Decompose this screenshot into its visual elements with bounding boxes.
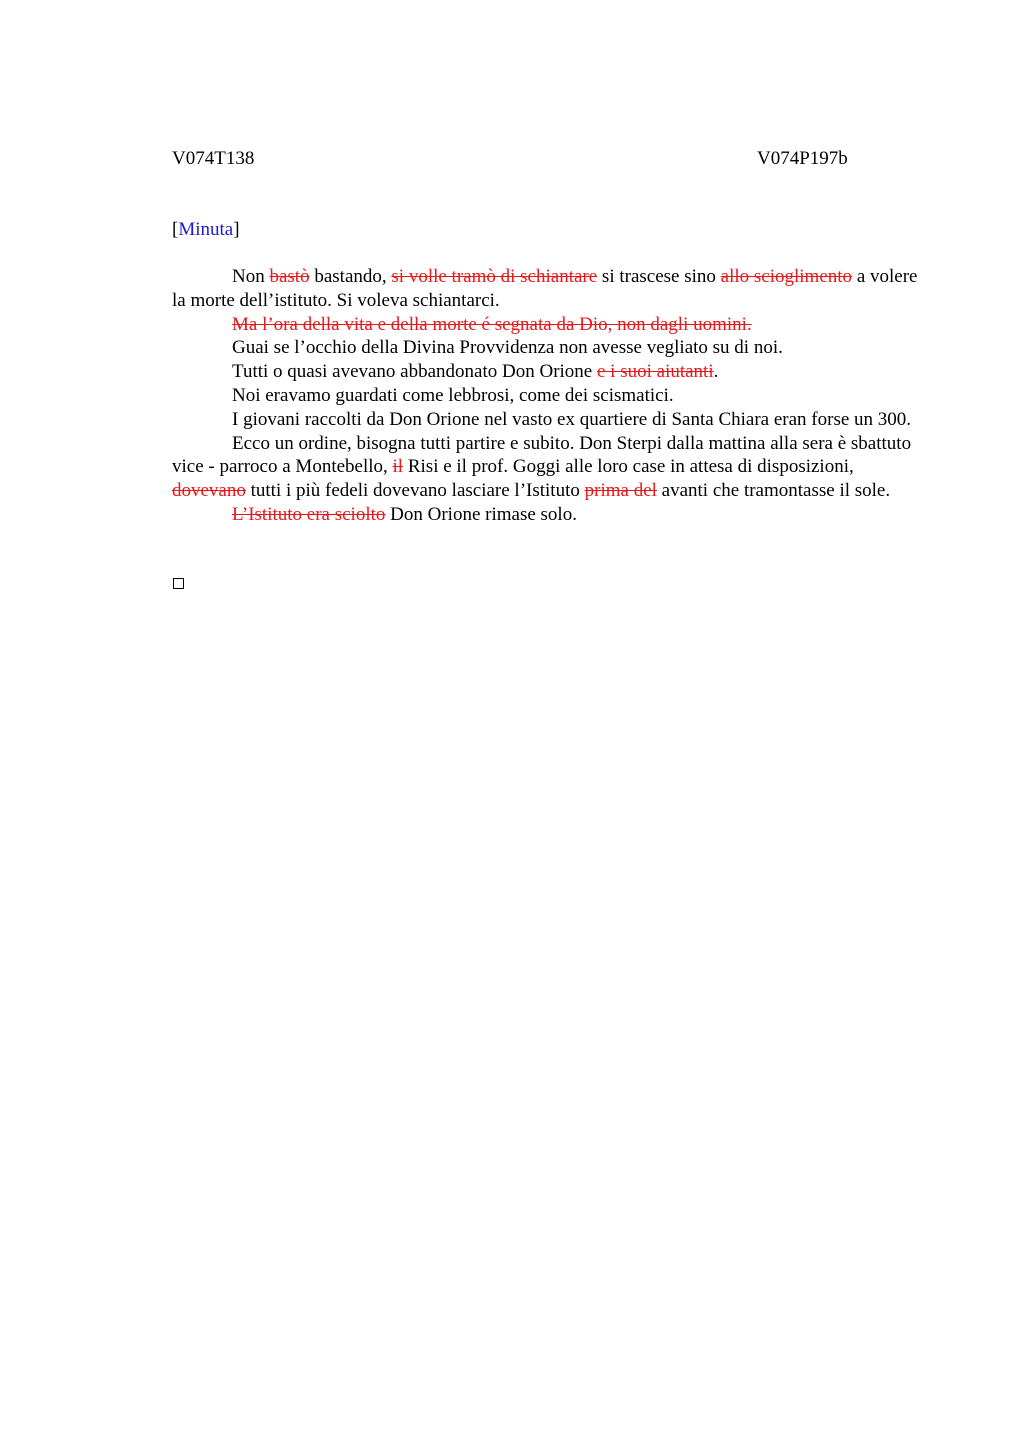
paragraph-1 — [172, 265, 922, 313]
document-label — [172, 218, 240, 242]
deleted-segment: il — [392, 456, 404, 478]
text-segment: Non — [232, 266, 270, 287]
label-open-bracket: [ — [172, 219, 179, 240]
paragraph-3 — [172, 336, 922, 360]
text-segment: Risi e il prof. Goggi alle loro case in attesa di disposizioni, — [403, 456, 854, 478]
deleted-segment: e i suoi aiutanti — [597, 361, 714, 383]
deleted-segment: L’Istituto era sciolto — [232, 503, 386, 525]
paragraph-2 — [172, 313, 922, 337]
deleted-segment: prima del — [584, 480, 657, 502]
label-word: Minuta — [178, 219, 234, 240]
deleted-segment: bastò — [269, 266, 310, 287]
paragraph-7 — [172, 432, 922, 503]
deleted-segment: dovevano — [172, 480, 246, 502]
text-segment: Ecco un ordine, bisogna tutti partire e subito. Don Sterpi dalla mattina alla sera è sbattuto vice - parroco a Montebello, — [172, 432, 912, 478]
text-segment: si trascese sino — [597, 266, 721, 287]
text-segment: I giovani raccolti da Don Orione nel vasto ex quartiere di Santa Chiara eran forse un 300. — [232, 408, 912, 430]
deleted-segment: allo scioglimento — [720, 266, 853, 287]
end-marker-box-icon — [173, 578, 184, 589]
text-segment: Noi eravamo guardati come lebbrosi, come dei scismatici. — [232, 384, 674, 406]
paragraph-5 — [172, 384, 922, 408]
text-segment: Guai se l’occhio della Divina Provvidenza non avesse vegliato su di noi. — [232, 337, 783, 359]
text-segment: . — [713, 361, 719, 383]
text-segment: avanti che tramontasse il sole. — [656, 480, 891, 502]
paragraph-6 — [172, 408, 922, 432]
deleted-segment: Ma l’ora della vita e della morte é segnata da Dio, non dagli uomini. — [232, 313, 752, 335]
document-code-right: V074P197b — [757, 148, 848, 169]
text-segment: a volere la morte dell’istituto. Si voleva schiantarci. — [172, 266, 918, 311]
document-code-left: V074T138 — [172, 148, 255, 169]
paragraph-8 — [172, 503, 922, 527]
text-segment: bastando, — [309, 266, 392, 287]
document-body — [172, 265, 922, 527]
label-close-bracket: ] — [233, 219, 240, 240]
paragraph-4 — [172, 360, 922, 384]
text-segment: Don Orione rimase solo. — [385, 503, 577, 525]
deleted-segment: si volle tramò di schiantare — [391, 266, 598, 287]
text-segment: tutti i più fedeli dovevano lasciare l’Istituto — [245, 480, 585, 502]
text-segment: Tutti o quasi avevano abbandonato Don Orione — [232, 361, 597, 383]
